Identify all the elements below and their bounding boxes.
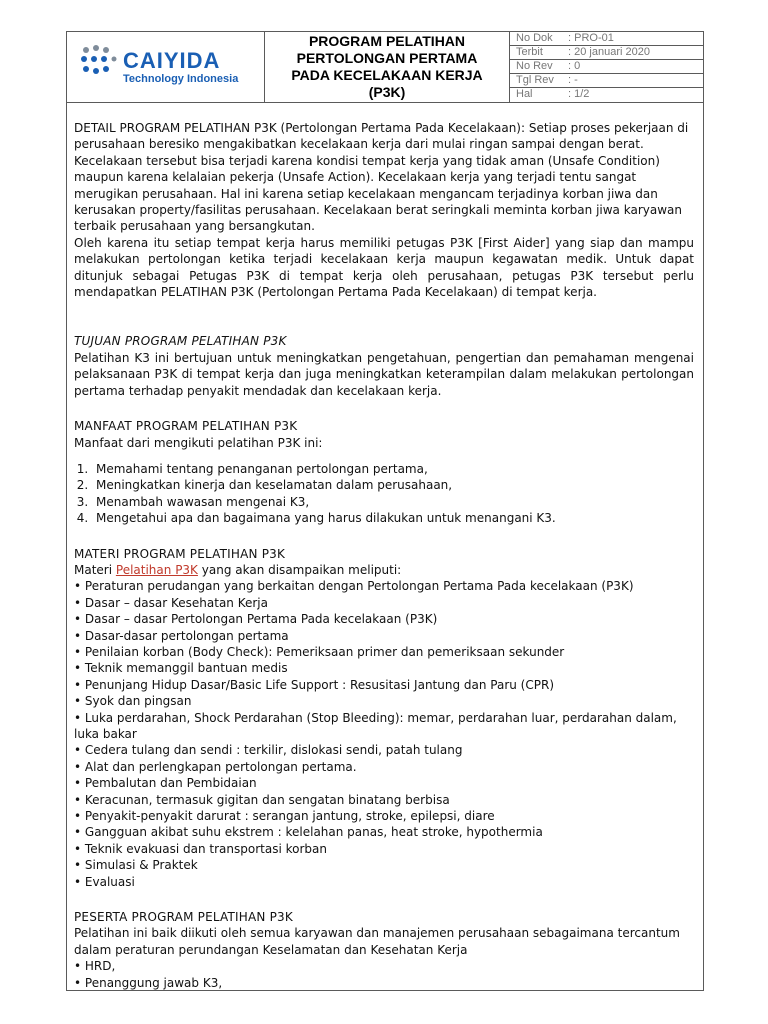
meta-row <box>510 74 703 88</box>
materi-heading: MATERI PROGRAM PELATIHAN P3K <box>74 546 286 561</box>
list-item: • Pembalutan dan Pembidaian <box>74 776 257 791</box>
list-item: • Keracunan, termasuk gigitan dan sengatan binatang berbisa <box>74 792 450 807</box>
meta-value: : 0 <box>568 60 581 72</box>
meta-label: No Rev <box>516 60 553 72</box>
list-item: • Penunjang Hidup Dasar/Basic Life Support : Resusitasi Jantung dan Paru (CPR) <box>74 677 555 692</box>
list-item: • Dasar – dasar Pertolongan Pertama Pada kecelakaan (P3K) <box>74 612 438 627</box>
title-cell <box>265 32 510 102</box>
meta-value: : 20 januari 2020 <box>568 46 650 58</box>
document-title: PROGRAM PELATIHAN PERTOLONGAN PERTAMA PADA KECELAKAAN KERJA (P3K) <box>291 33 483 100</box>
detail-text: Setiap proses pekerjaan di perusahaan beresiko mengakibatkan kecelakaan kerja dari mulai ringan sampai dengan berat. Kecelakaan tersebut bisa terjadi karena kondisi tempat kerja yang tidak aman (Unsafe Condition) maupun karena kelalaian pekerja (Unsafe Action). Kecelakaan kerja yang terjadi tentu sangat merugikan perusahaan. Hal ini karena setiap kecelakaan mengancam terjadinya korban jiwa dan kerusakan property/fasilitas perusahaan. Kecelakaan berat seringkali meminta korban jiwa karyawan terbaik perusahaan yang bersangkutan. <box>74 121 689 234</box>
list-item: • Dasar – dasar Kesehatan Kerja <box>74 595 268 610</box>
list-item: 4. Mengetahui apa dan bagaimana yang harus dilakukan untuk menangani K3. <box>92 510 694 526</box>
list-item: • Evaluasi <box>74 874 135 889</box>
list-item: • Teknik evakuasi dan transportasi korban <box>74 841 327 856</box>
meta-label: Terbit <box>516 46 543 58</box>
meta-label: No Dok <box>516 32 553 44</box>
pelatihan-p3k-link[interactable]: Pelatihan P3K <box>115 562 198 577</box>
list-item: 2. Meningkatkan kinerja dan keselamatan dalam perusahaan, <box>92 477 694 493</box>
list-item: • HRD, <box>74 959 116 974</box>
detail-heading: DETAIL PROGRAM PELATIHAN P3K (Pertolongan Pertama Pada Kecelakaan): <box>74 121 526 135</box>
company-name: CAIYIDA <box>123 48 221 73</box>
list-item: 1. Memahami tentang penanganan pertolongan pertama, <box>92 461 694 477</box>
company-subtitle: Technology Indonesia <box>123 73 239 85</box>
peserta-text: Pelatihan ini baik diikuti oleh semua karyawan dan manajemen perusahaan sebagaimana tercantum dalam peraturan perundangan Keselamatan dan Kesehatan Kerja <box>74 926 680 957</box>
meta-value: : - <box>568 74 578 86</box>
meta-value: : 1/2 <box>568 88 590 100</box>
list-item: • Dasar-dasar pertolongan pertama <box>74 628 289 643</box>
list-item: • Luka perdarahan, Shock Perdarahan (Stop Bleeding): memar, perdarahan luar, perdarahan dalam, luka bakar <box>74 710 677 741</box>
meta-row <box>510 88 703 102</box>
tujuan-text: Pelatihan K3 ini bertujuan untuk meningkatkan pengetahuan, pengertian dan pemahaman mengenai pelaksanaan P3K di tempat kerja dan juga meningkatkan keterampilan dalam melakukan pertolongan pertama terhadap penyakit mendadak dan kecelakaan kerja. <box>74 350 694 398</box>
list-item: • Cedera tulang dan sendi : terkilir, dislokasi sendi, patah tulang <box>74 743 463 758</box>
manfaat-intro: Manfaat dari mengikuti pelatihan P3K ini: <box>74 435 323 450</box>
materi-intro-text: Materi <box>74 562 116 577</box>
detail-highlight: PELATIHAN P3K (Pertolongan Pertama Pada Kecelakaan) <box>157 285 498 300</box>
detail-text: Oleh karena itu setiap tempat kerja harus memiliki petugas P3K [First Aider] yang siap dan mampu melakukan pertolongan ketika terjadi kecelakaan kerja maupun kegawatan medik. Untuk dapat ditunjuk sebagai Petugas P3K di tempat kerja oleh perusahaan, petugas P3K tersebut perlu mendapatkan <box>74 235 694 300</box>
tujuan-heading: TUJUAN PROGRAM PELATIHAN P3K <box>74 334 287 349</box>
list-item: • Peraturan perudangan yang berkaitan dengan Pertolongan Pertama Pada kecelakaan (P3K) <box>74 579 634 594</box>
manfaat-heading: MANFAAT PROGRAM PELATIHAN P3K <box>74 419 298 434</box>
document-meta <box>510 32 703 102</box>
list-item: • Gangguan akibat suhu ekstrem : kelelahan panas, heat stroke, hypothermia <box>74 825 543 840</box>
materi-intro <box>74 562 694 578</box>
list-item: • Penilaian korban (Body Check): Pemeriksaan primer dan pemeriksaan sekunder <box>74 644 565 659</box>
meta-label: Hal <box>516 88 533 100</box>
company-logo-icon <box>80 44 120 80</box>
list-item: • Alat dan perlengkapan pertolongan pertama. <box>74 759 357 774</box>
meta-row <box>510 46 703 60</box>
materi-list <box>74 578 694 890</box>
list-item: • Teknik memanggil bantuan medis <box>74 661 288 676</box>
detail-text: di tempat kerja. <box>497 285 597 300</box>
peserta-heading: PESERTA PROGRAM PELATIHAN P3K <box>74 910 293 925</box>
document-body <box>74 120 694 991</box>
detail-paragraph-1 <box>74 120 694 235</box>
peserta-list <box>74 958 694 991</box>
list-item: • Penanggung jawab K3, <box>74 975 223 990</box>
list-item: • Syok dan pingsan <box>74 694 192 709</box>
meta-label: Tgl Rev <box>516 74 554 86</box>
detail-paragraph-2 <box>74 235 694 301</box>
meta-row <box>510 60 703 74</box>
meta-value: : PRO-01 <box>568 32 614 44</box>
manfaat-list <box>74 461 694 527</box>
meta-row <box>510 32 703 46</box>
list-item: • Penyakit-penyakit darurat : serangan jantung, stroke, epilepsi, diare <box>74 809 495 824</box>
list-item: 3. Menambah wawasan mengenai K3, <box>92 494 694 510</box>
materi-intro-text: yang akan disampaikan meliputi: <box>197 562 402 577</box>
list-item: • Simulasi & Praktek <box>74 858 198 873</box>
